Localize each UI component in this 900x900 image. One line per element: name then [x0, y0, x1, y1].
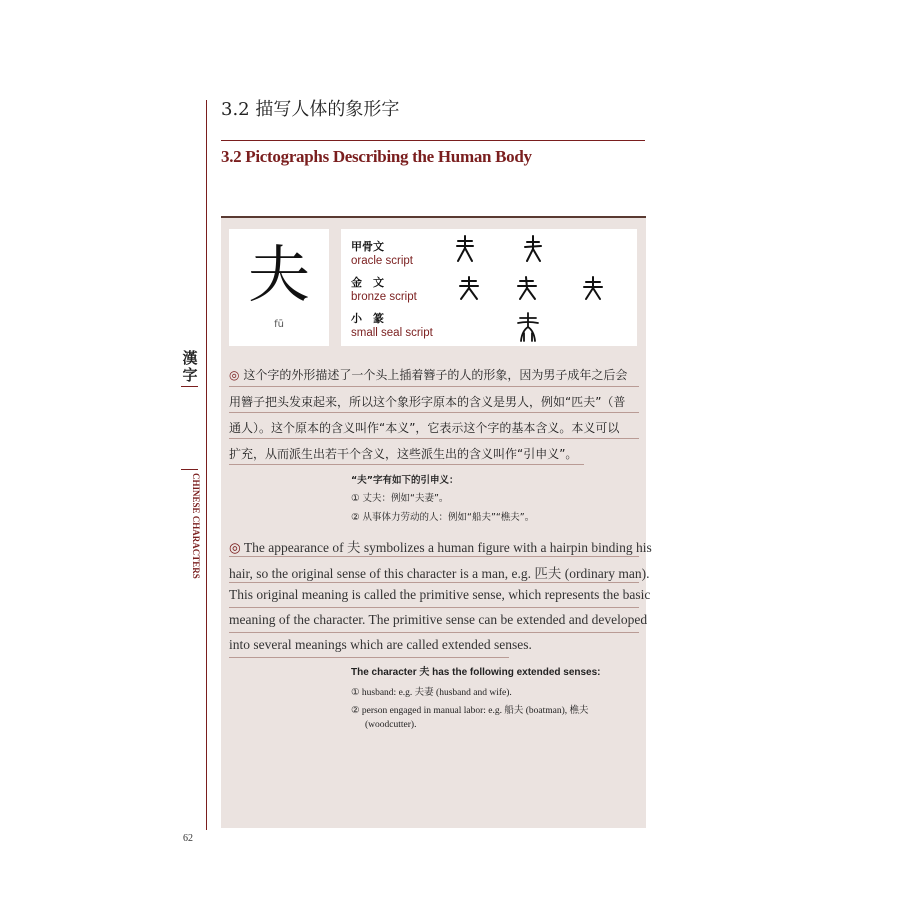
text-underline — [229, 412, 639, 413]
side-label-en: CHINESE CHARACTERS — [191, 473, 201, 579]
section-title-en: 3.2 Pictographs Describing the Human Body — [221, 147, 532, 166]
extended-item-cn: ② 从事体力劳动的人：例如“船夫”“樵夫”。 — [351, 512, 535, 523]
text-underline — [229, 582, 639, 583]
extended-item-cn: ① 丈夫：例如“夫妻”。 — [351, 493, 449, 504]
explanation-cn-line: 用簪子把头发束起来，所以这个象形字原本的含义是男人，例如“匹夫”（普 — [229, 395, 626, 409]
bronze-glyph-3-icon — [581, 275, 605, 301]
text-underline — [229, 632, 639, 633]
script-name-cn: 金 文 — [351, 276, 384, 289]
character-pinyin: fū — [274, 319, 284, 330]
margin-rule — [206, 100, 207, 830]
bronze-glyph-2-icon — [515, 275, 539, 301]
extended-item-en: ① husband: e.g. 夫妻 (husband and wife). — [351, 688, 512, 698]
explanation-en-line: This original meaning is called the primitive sense, which represents the basic — [229, 587, 651, 602]
section-title-cn: 3.2 描写人体的象形字 — [221, 99, 400, 120]
page-number: 62 — [183, 833, 193, 844]
script-name-en: bronze script — [351, 291, 417, 303]
explanation-cn-line: ◎ 这个字的外形描述了一个头上插着簪子的人的形象，因为男子成年之后会 — [229, 368, 628, 382]
bronze-glyph-1-icon — [457, 275, 481, 301]
script-row-seal — [351, 312, 433, 340]
script-row-bronze — [351, 276, 417, 304]
explanation-en-line: ◎ The appearance of 夫 symbolizes a human figure with a hairpin binding his — [229, 540, 652, 555]
side-label-cn: 漢字 — [182, 349, 198, 384]
extended-item-en: ② person engaged in manual labor: e.g. 船夫 (boatman), 樵夫 — [351, 706, 589, 716]
explanation-en-line: hair, so the original sense of this character is a man, e.g. 匹夫 (ordinary man). — [229, 566, 650, 581]
script-row-oracle — [351, 240, 413, 268]
title-divider — [221, 140, 645, 141]
bullet-icon: ◎ — [229, 368, 240, 382]
character-card — [229, 229, 329, 346]
explanation-cn-line: 通人）。这个原本的含义叫作“本义”，它表示这个字的基本含义。本义可以 — [229, 421, 620, 435]
extended-heading-en: The character 夫 has the following extended senses: — [351, 667, 601, 678]
oracle-glyph-1-icon — [453, 234, 477, 264]
text-underline — [229, 556, 639, 557]
panel-top-rule — [221, 216, 646, 218]
oracle-glyph-2-icon — [521, 234, 545, 264]
bullet-icon: ◎ — [229, 540, 241, 555]
extended-item-en-cont: (woodcutter). — [365, 720, 417, 730]
text-underline — [229, 607, 639, 608]
explanation-en-line: meaning of the character. The primitive sense can be extended and developed — [229, 612, 648, 627]
extended-heading-cn: “夫”字有如下的引申义： — [351, 475, 459, 486]
side-label-divider-2 — [181, 469, 198, 470]
side-label-divider — [181, 386, 198, 387]
explanation-cn-line: 扩充，从而派生出若干个含义，这些派生出的含义叫作“引申义”。 — [229, 447, 578, 461]
explanation-en-line: into several meanings which are called extended senses. — [229, 637, 532, 652]
script-forms-card — [341, 229, 637, 346]
seal-glyph-icon — [515, 311, 541, 343]
script-name-en: oracle script — [351, 255, 413, 267]
script-name-en: small seal script — [351, 327, 433, 339]
text-underline — [229, 438, 639, 439]
character-glyph: 夫 — [247, 238, 310, 311]
text-underline — [229, 386, 639, 387]
script-name-cn: 小 篆 — [351, 312, 384, 325]
text-underline — [229, 657, 509, 658]
script-name-cn: 甲骨文 — [351, 240, 384, 253]
text-underline — [229, 464, 584, 465]
